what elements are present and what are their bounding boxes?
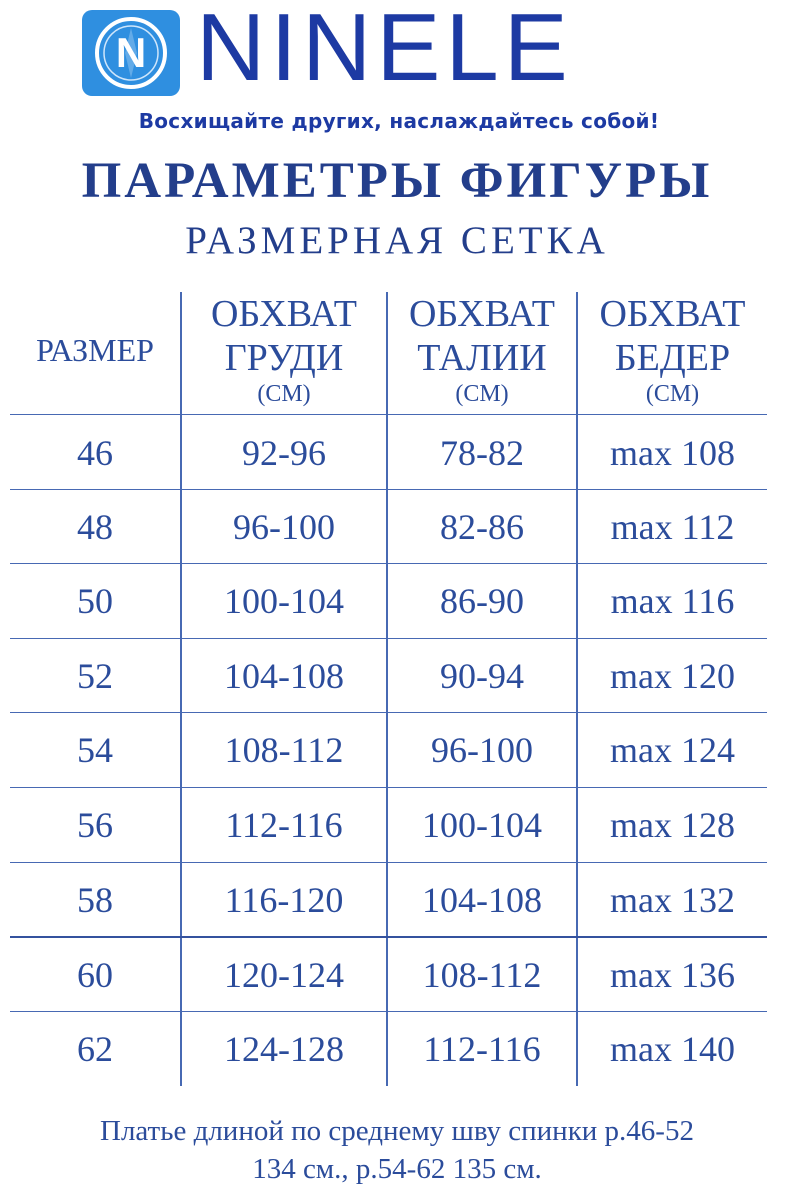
chest-cell: 120-124 <box>224 955 344 995</box>
size-cell: 58 <box>77 880 113 920</box>
waist-cell: 104-108 <box>422 880 542 920</box>
size-cell: 48 <box>77 507 113 547</box>
note-line-1: Платье длиной по среднему шву спинки р.46-52 <box>100 1115 694 1147</box>
table-row <box>10 1012 767 1086</box>
waist-cell: 86-90 <box>440 581 524 621</box>
page-subtitle: РАЗМЕРНАЯ СЕТКА <box>185 219 609 262</box>
logo-letter: N <box>115 29 147 76</box>
size-cell: 62 <box>77 1029 113 1069</box>
header-size-label: РАЗМЕР <box>36 332 154 368</box>
header-divider <box>10 414 767 415</box>
table-row <box>10 490 767 564</box>
waist-cell: 82-86 <box>440 507 524 547</box>
header-waist <box>388 292 576 414</box>
hips-cell: max 112 <box>610 507 735 547</box>
page-title: ПАРАМЕТРЫ ФИГУРЫ <box>81 153 713 209</box>
size-cell: 60 <box>77 955 113 995</box>
size-cell: 56 <box>77 805 113 845</box>
header-hips-line1: ОБХВАТ <box>599 293 746 335</box>
logo-emblem-icon <box>82 10 180 96</box>
waist-cell: 78-82 <box>440 433 524 473</box>
waist-cell: 108-112 <box>422 955 542 995</box>
waist-cell: 112-116 <box>423 1029 541 1069</box>
hips-cell: max 136 <box>610 955 735 995</box>
size-cell: 46 <box>77 433 113 473</box>
dress-length-note <box>0 1112 794 1192</box>
table-row <box>10 938 767 1012</box>
chest-cell: 124-128 <box>224 1029 344 1069</box>
hips-cell: max 116 <box>610 581 735 621</box>
header-chest-unit: (СМ) <box>257 381 311 407</box>
table-row <box>10 863 767 937</box>
size-cell: 54 <box>77 730 113 770</box>
hips-cell: max 124 <box>610 730 735 770</box>
hips-cell: max 120 <box>610 656 735 696</box>
note-line-2: 134 см., р.54-62 135 см. <box>252 1153 542 1185</box>
chest-cell: 116-120 <box>224 880 344 920</box>
header-hips-unit: (СМ) <box>645 381 700 407</box>
table-row <box>10 639 767 713</box>
header-waist-line2: ТАЛИИ <box>417 337 547 379</box>
table-row <box>10 416 767 490</box>
brand-name: NINELE <box>196 0 573 101</box>
waist-cell: 90-94 <box>440 656 524 696</box>
table-row <box>10 564 767 638</box>
size-cell: 50 <box>77 581 113 621</box>
header-chest <box>182 292 386 414</box>
table-row <box>10 713 767 787</box>
chest-cell: 100-104 <box>224 581 344 621</box>
hips-cell: max 132 <box>610 880 735 920</box>
chest-cell: 92-96 <box>242 433 326 473</box>
hips-cell: max 140 <box>610 1029 735 1069</box>
chest-cell: 112-116 <box>225 805 343 845</box>
size-chart-table <box>10 292 767 1086</box>
brand-logo <box>82 10 180 96</box>
chest-cell: 104-108 <box>224 656 344 696</box>
header-hips <box>578 292 767 414</box>
brand-tagline: Восхищайте других, наслаждайтесь собой! <box>138 109 660 133</box>
size-cell: 52 <box>77 656 113 696</box>
table-row <box>10 788 767 862</box>
chest-cell: 96-100 <box>233 507 335 547</box>
hips-cell: max 128 <box>610 805 735 845</box>
header-hips-line2: БЕДЕР <box>614 337 731 379</box>
chest-cell: 108-112 <box>224 730 344 770</box>
header-waist-line1: ОБХВАТ <box>408 293 556 335</box>
header-chest-line2: ГРУДИ <box>224 337 344 379</box>
waist-cell: 100-104 <box>422 805 542 845</box>
brand-header <box>0 0 794 140</box>
waist-cell: 96-100 <box>431 730 533 770</box>
hips-cell: max 108 <box>610 433 735 473</box>
header-chest-line1: ОБХВАТ <box>210 293 358 335</box>
header-size <box>10 292 180 414</box>
header-waist-unit: (СМ) <box>455 381 509 407</box>
